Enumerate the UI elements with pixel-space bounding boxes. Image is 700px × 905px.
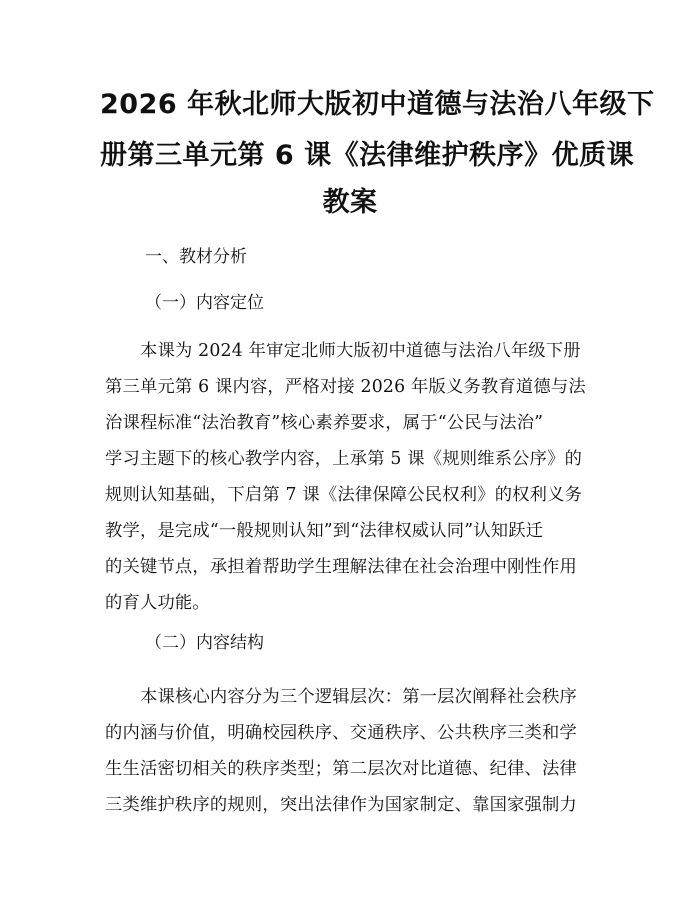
paragraph-1-line: 教学，是完成“一般规则认知”到“法律权威认同”认知跃迁 — [105, 521, 544, 541]
subsection-heading-content-structure: （二）内容结构 — [145, 633, 264, 653]
section-heading-teaching-material-analysis: 一、教材分析 — [145, 247, 247, 267]
paragraph-1-line: 规则认知基础，下启第 7 课《法律保障公民权利》的权利义务 — [105, 485, 583, 505]
paragraph-2-line: 本课核心内容分为三个逻辑层次：第一层次阐释社会秩序 — [140, 687, 578, 707]
paragraph-1-line: 的关键节点，承担着帮助学生理解法律在社会治理中刚性作用 — [105, 557, 577, 577]
paragraph-1-line: 第三单元第 6 课内容，严格对接 2026 年版义务教育道德与法 — [105, 377, 586, 397]
paragraph-1-line: 本课为 2024 年审定北师大版初中道德与法治八年级下册 — [140, 341, 581, 361]
paragraph-2-line: 生生活密切相关的秩序类型；第二层次对比道德、纪律、法律 — [105, 759, 577, 779]
paragraph-2-line: 的内涵与价值，明确校园秩序、交通秩序、公共秩序三类和学 — [105, 723, 577, 743]
document-title-line-1: 2026 年秋北师大版初中道德与法治八年级下 — [100, 89, 655, 120]
paragraph-2-line: 三类维护秩序的规则，突出法律作为国家制定、靠国家强制力 — [105, 795, 577, 815]
subsection-heading-content-positioning: （一）内容定位 — [145, 293, 264, 313]
paragraph-1-line: 治课程标准“法治教育”核心素养要求，属于“公民与法治” — [105, 413, 544, 433]
document-title-line-3: 教案 — [322, 187, 378, 218]
paragraph-1-line: 的育人功能。 — [105, 593, 210, 613]
document-title-line-2: 册第三单元第 6 课《法律维护秩序》优质课 — [100, 140, 635, 171]
paragraph-1-line: 学习主题下的核心教学内容，上承第 5 课《规则维系公序》的 — [105, 449, 583, 469]
